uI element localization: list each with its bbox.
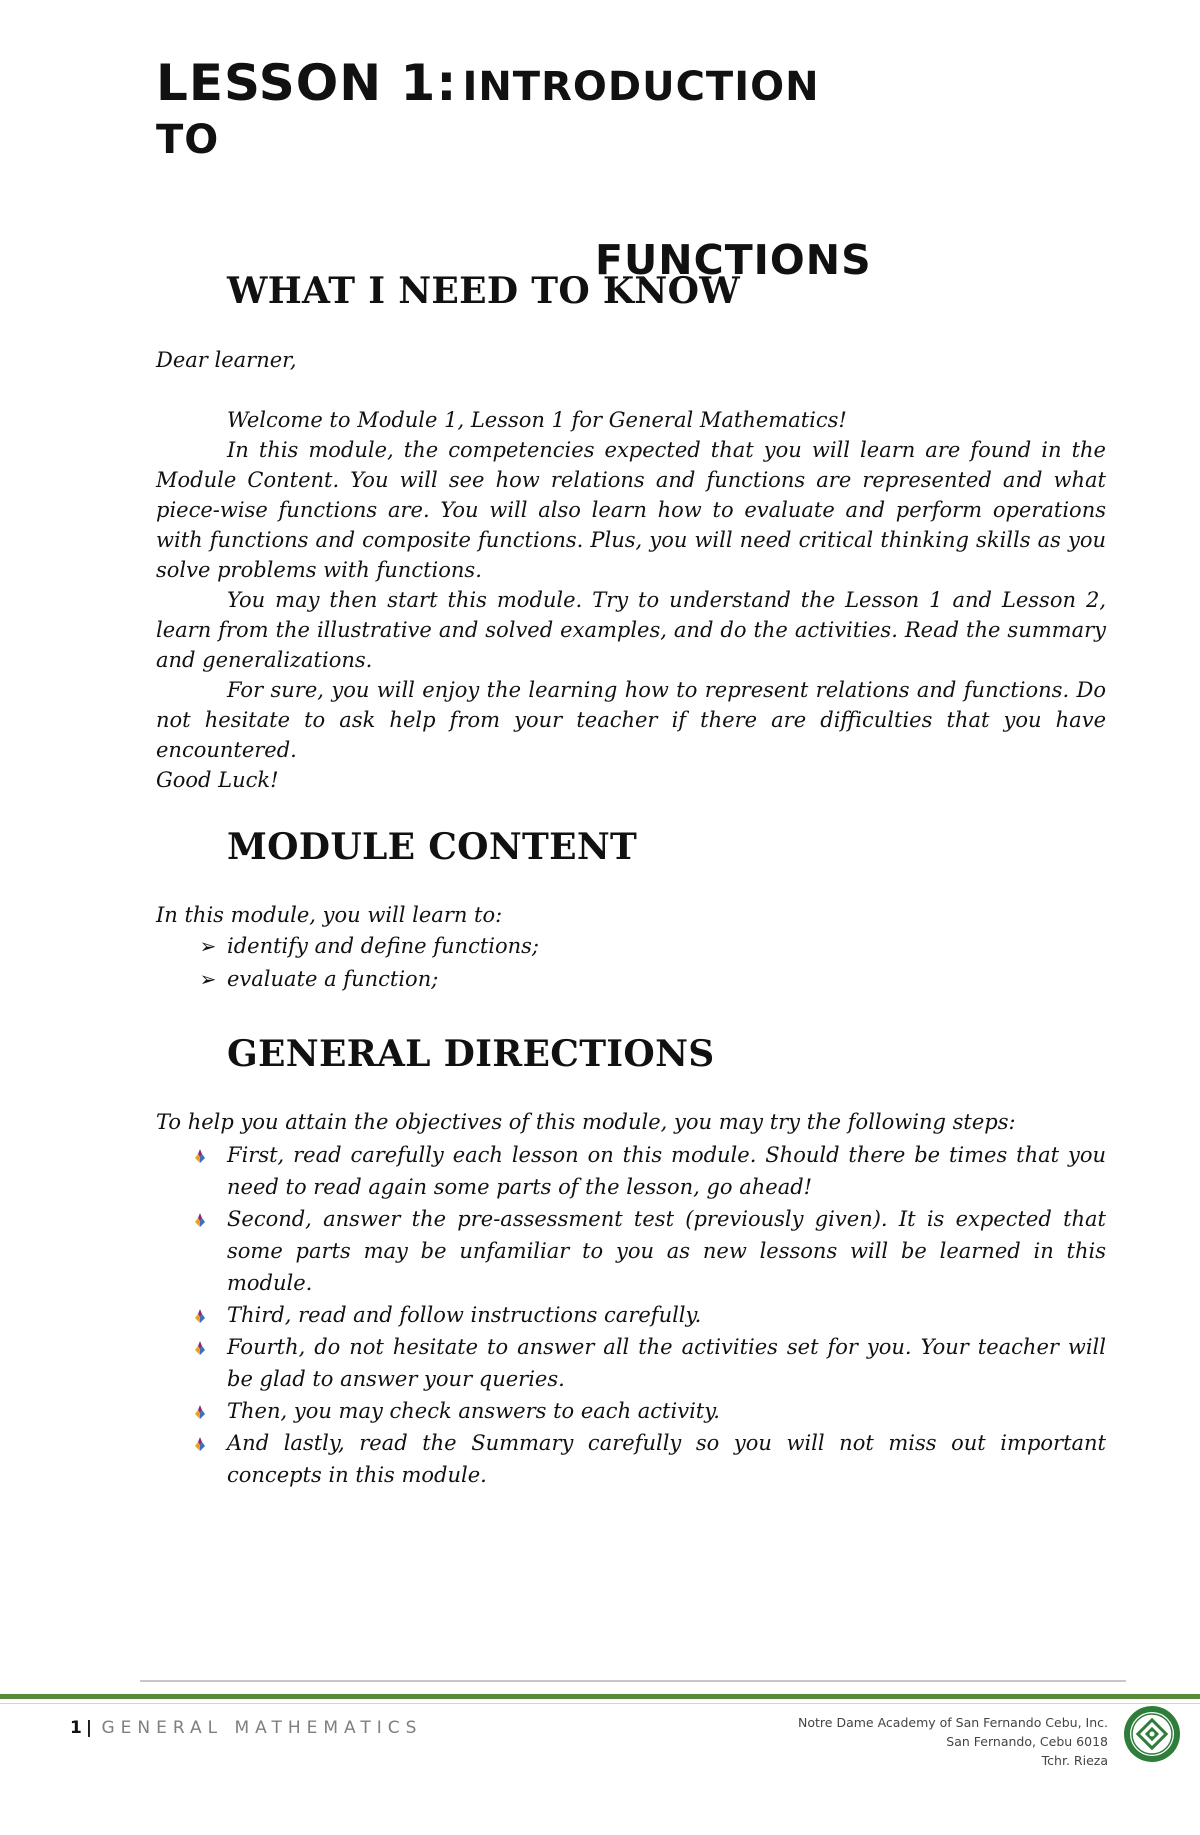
title-line-2: TO: [156, 117, 220, 163]
footer-subject: GENERAL MATHEMATICS: [101, 1718, 423, 1738]
heading-module-content: MODULE CONTENT: [227, 826, 638, 868]
step-text: Then, you may check answers to each activity.: [227, 1399, 720, 1423]
general-directions-intro: To help you attain the objectives of this module, you may try the following steps:: [156, 1110, 1016, 1134]
step-text: First, read carefully each lesson on this module. Should there be times that you need to read again some parts of the lesson, go ahead!: [227, 1143, 1106, 1199]
list-item-text: evaluate a function;: [227, 967, 439, 991]
step-text: Third, read and follow instructions carefully.: [227, 1303, 702, 1327]
list-item: [156, 1299, 1106, 1331]
footer-divider-grey: [140, 1680, 1126, 1682]
list-item-text: identify and define functions;: [227, 934, 540, 958]
general-directions-steps: [156, 1139, 1106, 1491]
footer-school-info: [798, 1713, 1108, 1770]
diamond-bullet-icon: [193, 1149, 207, 1163]
school-seal-icon: [1123, 1705, 1181, 1763]
footer-separator: |: [85, 1718, 93, 1738]
footer-divider-green: [0, 1694, 1200, 1699]
list-item: [156, 1395, 1106, 1427]
title-line-3: FUNCTIONS: [595, 236, 872, 284]
title-introduction: INTRODUCTION: [462, 64, 820, 110]
diamond-bullet-icon: [193, 1405, 207, 1419]
list-item: [156, 1203, 1106, 1299]
heading-general-directions: GENERAL DIRECTIONS: [227, 1033, 715, 1075]
list-item: [156, 1427, 1106, 1491]
module-content-intro: In this module, you will learn to:: [156, 903, 503, 927]
module-content-list: [156, 930, 1106, 996]
closing-text: Good Luck!: [156, 768, 279, 792]
diamond-bullet-icon: [193, 1213, 207, 1227]
intro-paragraph-1: Welcome to Module 1, Lesson 1 for General Mathematics!: [227, 408, 847, 432]
list-item: [156, 963, 1106, 996]
diamond-bullet-icon: [193, 1309, 207, 1323]
what-i-need-to-know-body: [156, 345, 1106, 795]
blank-line: [156, 375, 1106, 405]
intro-paragraph-4: For sure, you will enjoy the learning how to represent relations and functions. Do not hesitate to ask help from your teacher if there are difficulties that you have encountered.: [156, 678, 1106, 762]
step-text: Second, answer the pre-assessment test (previously given). It is expected that some parts may be unfamiliar to you as new lessons will be learned in this module.: [227, 1207, 1106, 1295]
diamond-bullet-icon: [193, 1341, 207, 1355]
school-address: San Fernando, Cebu 6018: [946, 1734, 1108, 1749]
list-item: [156, 1139, 1106, 1203]
intro-paragraph-3: You may then start this module. Try to understand the Lesson 1 and Lesson 2, learn from the illustrative and solved examples, and do the activities. Read the summary and generalizations.: [156, 588, 1106, 672]
footer-page-info: [70, 1718, 422, 1738]
teacher-name: Tchr. Rieza: [1041, 1753, 1108, 1768]
step-text: Fourth, do not hesitate to answer all the activities set for you. Your teacher will be glad to answer your queries.: [227, 1335, 1106, 1391]
arrowhead-bullet-icon: ➢: [199, 934, 217, 958]
arrowhead-bullet-icon: ➢: [199, 967, 217, 991]
title-line-1: [156, 52, 876, 114]
heading-what-i-need-to-know: WHAT I NEED TO KNOW: [227, 270, 741, 312]
school-name: Notre Dame Academy of San Fernando Cebu, Inc.: [798, 1715, 1108, 1730]
step-text: And lastly, read the Summary carefully so you will not miss out important concepts in this module.: [227, 1431, 1106, 1487]
lesson-title: [156, 52, 876, 284]
salutation: Dear learner,: [156, 348, 297, 372]
title-lesson-label: LESSON 1:: [156, 54, 458, 112]
page-number: 1: [70, 1718, 82, 1738]
diamond-bullet-icon: [193, 1437, 207, 1451]
intro-paragraph-2: In this module, the competencies expected that you will learn are found in the Module Content. You will see how relations and functions are represented and what piece-wise functions are. You will also learn how to evaluate and perform operations with functions and composite functions. Plus, you will need critical thinking skills as you solve problems with functions.: [156, 438, 1106, 582]
list-item: [156, 930, 1106, 963]
list-item: [156, 1331, 1106, 1395]
footer-divider-thin: [0, 1703, 1200, 1704]
